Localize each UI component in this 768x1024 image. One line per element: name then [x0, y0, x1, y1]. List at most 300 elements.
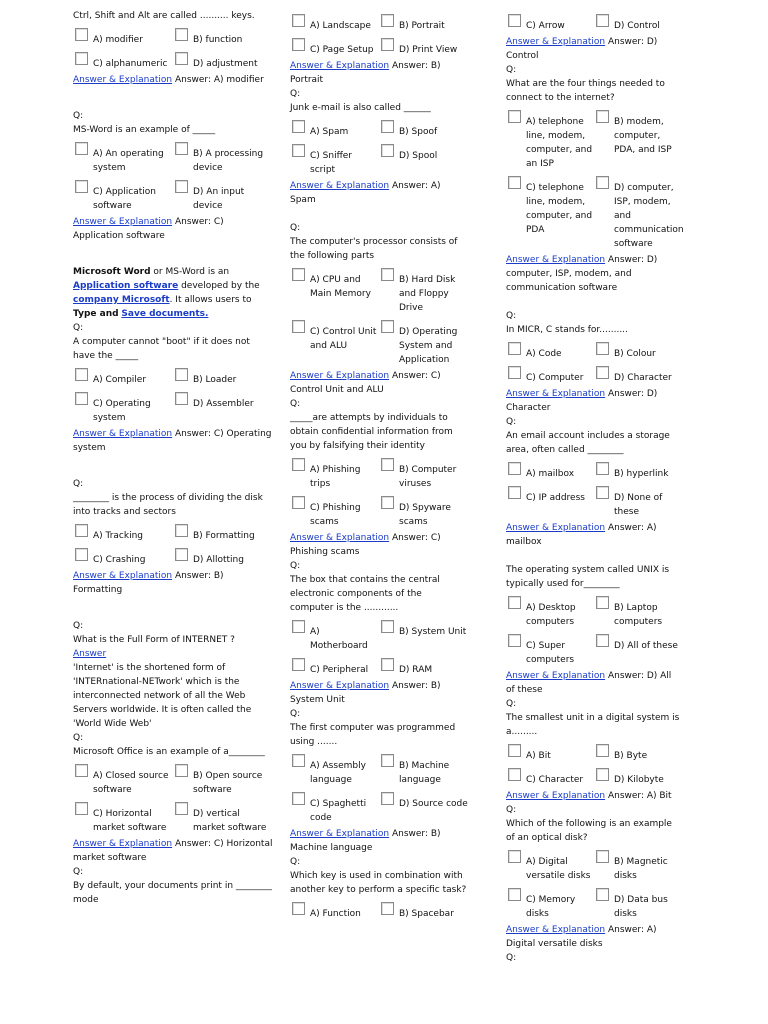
- option-label: A) Assembly language: [310, 761, 366, 785]
- options-group: [290, 11, 468, 59]
- options-group: [290, 117, 468, 179]
- answer-option[interactable]: [290, 655, 379, 679]
- correct-answer: Answer: C) Operating system: [73, 429, 272, 453]
- options-group: [73, 25, 273, 73]
- question-text: An email account includes a storage area, often called ________: [506, 431, 670, 455]
- question-block: [506, 563, 682, 697]
- answer-option[interactable]: [506, 459, 594, 483]
- options-group: [506, 339, 682, 387]
- answer-option[interactable]: [173, 389, 273, 427]
- option-checkbox[interactable]: [175, 28, 188, 41]
- option-checkbox[interactable]: [175, 548, 188, 561]
- correct-answer: Answer: A) modifier: [174, 75, 264, 85]
- answer-option[interactable]: [594, 459, 682, 483]
- answer-option[interactable]: [290, 141, 379, 179]
- answer-option[interactable]: [290, 117, 379, 141]
- option-label: D) Character: [614, 373, 672, 383]
- option-label: A) An operating system: [93, 149, 164, 173]
- option-checkbox[interactable]: [508, 462, 521, 475]
- save-documents-link[interactable]: Save documents.: [121, 309, 209, 319]
- spacer: [506, 295, 682, 309]
- option-checkbox[interactable]: [175, 392, 188, 405]
- option-checkbox[interactable]: [381, 120, 394, 133]
- answer-explanation-link[interactable]: Answer & Explanation: [290, 829, 390, 839]
- option-label: C) Arrow: [526, 21, 565, 31]
- option-checkbox[interactable]: [508, 176, 521, 189]
- answer-option[interactable]: [173, 545, 273, 569]
- answer-option[interactable]: [594, 483, 682, 521]
- answer-option[interactable]: [379, 265, 468, 317]
- option-label: A) Bit: [526, 751, 551, 761]
- answer-explanation-link[interactable]: Answer & Explanation: [73, 429, 173, 439]
- question-label: Q:: [506, 699, 517, 709]
- question-label: Q:: [506, 805, 517, 815]
- option-label: C) Operating system: [93, 399, 151, 423]
- option-checkbox[interactable]: [75, 802, 88, 815]
- option-checkbox[interactable]: [508, 14, 521, 27]
- answer-explanation-link[interactable]: Answer & Explanation: [73, 217, 173, 227]
- answer-option[interactable]: [73, 521, 173, 545]
- question-text: Ctrl, Shift and Alt are called .......... keys.: [73, 11, 255, 21]
- answer-option[interactable]: [173, 25, 273, 49]
- answer-option[interactable]: [290, 455, 379, 493]
- answer-row: [506, 669, 682, 697]
- question-label: Q:: [73, 867, 84, 877]
- answer-explanation-link[interactable]: Answer & Explanation: [506, 389, 606, 399]
- options-group: [290, 265, 468, 369]
- spacer: [506, 549, 682, 563]
- correct-answer: Answer: A) Bit: [607, 791, 672, 801]
- question-label: Q:: [73, 479, 84, 489]
- answer-explanation-link[interactable]: Answer & Explanation: [290, 533, 390, 543]
- answer-option[interactable]: [73, 139, 173, 177]
- option-label: C) Sniffer script: [310, 151, 353, 175]
- option-checkbox[interactable]: [596, 486, 609, 499]
- option-label: B) Magnetic disks: [614, 857, 668, 881]
- option-checkbox[interactable]: [381, 268, 394, 281]
- answer-explanation-link[interactable]: Answer & Explanation: [506, 791, 606, 801]
- answer-option[interactable]: [594, 107, 682, 173]
- option-checkbox[interactable]: [292, 792, 305, 805]
- option-checkbox[interactable]: [508, 110, 521, 123]
- answer-explanation-link[interactable]: Answer & Explanation: [506, 255, 606, 265]
- option-label: C) Super computers: [526, 641, 575, 665]
- option-checkbox[interactable]: [292, 144, 305, 157]
- answer-option[interactable]: [594, 847, 682, 885]
- correct-answer: Answer: D) Control: [506, 37, 658, 61]
- question-text: Microsoft Office is an example of a________: [73, 747, 265, 757]
- option-checkbox[interactable]: [596, 634, 609, 647]
- option-checkbox[interactable]: [381, 496, 394, 509]
- answer-explanation-link[interactable]: Answer & Explanation: [73, 571, 173, 581]
- option-checkbox[interactable]: [596, 850, 609, 863]
- correct-answer: Answer: B) System Unit: [290, 681, 441, 705]
- application-software-link[interactable]: Application software: [73, 281, 179, 291]
- answer-explanation-link[interactable]: Answer & Explanation: [506, 523, 606, 533]
- option-checkbox[interactable]: [292, 496, 305, 509]
- option-checkbox[interactable]: [292, 620, 305, 633]
- answer-option[interactable]: [290, 617, 379, 655]
- option-checkbox[interactable]: [75, 52, 88, 65]
- option-label: D) Spool: [399, 151, 438, 161]
- option-label: A) Desktop computers: [526, 603, 576, 627]
- option-checkbox[interactable]: [596, 110, 609, 123]
- option-checkbox[interactable]: [292, 268, 305, 281]
- answer-option[interactable]: [290, 35, 379, 59]
- answer-link[interactable]: Answer: [73, 649, 107, 659]
- option-checkbox[interactable]: [75, 180, 88, 193]
- answer-option[interactable]: [290, 317, 379, 369]
- answer-option[interactable]: [594, 173, 682, 253]
- option-label: A) CPU and Main Memory: [310, 275, 371, 299]
- answer-row: [290, 369, 468, 397]
- answer-option[interactable]: [290, 751, 379, 789]
- answer-row: [290, 179, 468, 207]
- answer-row: [506, 35, 682, 63]
- answer-option[interactable]: [290, 11, 379, 35]
- option-checkbox[interactable]: [508, 486, 521, 499]
- answer-option[interactable]: [290, 265, 379, 317]
- option-checkbox[interactable]: [508, 888, 521, 901]
- option-label: C) Crashing: [93, 555, 146, 565]
- answer-option[interactable]: [73, 365, 173, 389]
- option-checkbox[interactable]: [175, 180, 188, 193]
- answer-explanation-link[interactable]: Answer & Explanation: [290, 61, 390, 71]
- answer-option[interactable]: [173, 177, 273, 215]
- answer-option[interactable]: [73, 177, 173, 215]
- question-label: Q:: [73, 323, 84, 333]
- answer-explanation-link[interactable]: Answer & Explanation: [506, 37, 606, 47]
- question-block: [506, 11, 682, 63]
- question-label: Q:: [290, 223, 301, 233]
- question-text: The smallest unit in a digital system is a.........: [506, 713, 680, 737]
- option-label: B) Machine language: [399, 761, 450, 785]
- answer-option[interactable]: [506, 741, 594, 765]
- answer-option[interactable]: [379, 141, 468, 179]
- option-label: B) Formatting: [193, 531, 255, 541]
- option-checkbox[interactable]: [381, 458, 394, 471]
- answer-option[interactable]: [173, 761, 273, 799]
- option-checkbox[interactable]: [292, 658, 305, 671]
- correct-answer: Answer: A) Spam: [290, 181, 441, 205]
- question-block: [73, 731, 273, 865]
- option-checkbox[interactable]: [508, 744, 521, 757]
- option-label: C) Peripheral: [310, 665, 369, 675]
- answer-option[interactable]: [73, 49, 173, 73]
- option-label: D) All of these: [614, 641, 678, 651]
- answer-option[interactable]: [290, 899, 379, 923]
- option-checkbox[interactable]: [292, 14, 305, 27]
- answer-option[interactable]: [506, 363, 594, 387]
- question-text: _____are attempts by individuals to obtain confidential information from you by falsifying their identity: [290, 413, 453, 451]
- option-checkbox[interactable]: [175, 142, 188, 155]
- correct-answer: Answer: A) Digital versatile disks: [506, 925, 657, 949]
- correct-answer: Answer: A) mailbox: [506, 523, 657, 547]
- options-group: [73, 521, 273, 569]
- options-group: [506, 847, 682, 923]
- option-checkbox[interactable]: [508, 342, 521, 355]
- option-checkbox[interactable]: [381, 754, 394, 767]
- options-group: [290, 899, 468, 923]
- answer-option[interactable]: [379, 35, 468, 59]
- answer-explanation-link[interactable]: Answer & Explanation: [506, 671, 606, 681]
- option-label: C) Character: [526, 775, 584, 785]
- answer-option[interactable]: [73, 761, 173, 799]
- options-group: [506, 741, 682, 789]
- option-label: B) Hard Disk and Floppy Drive: [399, 275, 456, 313]
- column-right: [506, 9, 682, 965]
- option-label: B) Spoof: [399, 127, 438, 137]
- option-checkbox[interactable]: [292, 902, 305, 915]
- option-checkbox[interactable]: [75, 142, 88, 155]
- answer-option[interactable]: [594, 885, 682, 923]
- option-checkbox[interactable]: [75, 392, 88, 405]
- answer-option[interactable]: [506, 631, 594, 669]
- option-checkbox[interactable]: [175, 368, 188, 381]
- options-group: [290, 751, 468, 827]
- option-label: A) mailbox: [526, 469, 575, 479]
- answer-row: [506, 387, 682, 415]
- option-checkbox[interactable]: [175, 524, 188, 537]
- option-checkbox[interactable]: [75, 368, 88, 381]
- question-label: Q:: [73, 733, 84, 743]
- options-group: [73, 761, 273, 837]
- answer-row: [290, 827, 468, 855]
- answer-explanation-link[interactable]: Answer & Explanation: [73, 75, 173, 85]
- option-checkbox[interactable]: [381, 14, 394, 27]
- company-microsoft-link[interactable]: company Microsoft: [73, 295, 170, 305]
- answer-option[interactable]: [379, 493, 468, 531]
- answer-row: [290, 679, 468, 707]
- answer-option[interactable]: [173, 49, 273, 73]
- option-label: B) modem, computer, PDA, and ISP: [614, 117, 672, 155]
- correct-answer: Answer: D) Character: [506, 389, 658, 413]
- question-block: [290, 87, 468, 207]
- correct-answer: Answer: B) Portrait: [290, 61, 441, 85]
- option-label: D) vertical market software: [193, 809, 267, 833]
- option-checkbox[interactable]: [292, 120, 305, 133]
- option-checkbox[interactable]: [596, 366, 609, 379]
- option-checkbox[interactable]: [381, 902, 394, 915]
- question-text: Junk e-mail is also called ______: [290, 103, 431, 113]
- question-label: Q:: [506, 417, 517, 427]
- answer-row: [506, 923, 682, 951]
- answer-option[interactable]: [506, 765, 594, 789]
- option-checkbox[interactable]: [175, 52, 188, 65]
- question-label: Q:: [506, 65, 517, 75]
- options-group: [73, 365, 273, 427]
- option-label: B) hyperlink: [614, 469, 669, 479]
- question-text: Which of the following is an example of an optical disk?: [506, 819, 672, 843]
- option-checkbox[interactable]: [75, 764, 88, 777]
- question-block: [506, 951, 682, 965]
- answer-row: [506, 253, 682, 295]
- answer-option[interactable]: [379, 617, 468, 655]
- answer-option[interactable]: [379, 455, 468, 493]
- answer-option[interactable]: [173, 521, 273, 545]
- answer-option[interactable]: [594, 363, 682, 387]
- question-block: [290, 397, 468, 559]
- answer-explanation-link[interactable]: Answer & Explanation: [290, 681, 390, 691]
- question-text: Which key is used in combination with another key to perform a specific task?: [290, 871, 467, 895]
- answer-option[interactable]: [379, 899, 468, 923]
- answer-option[interactable]: [173, 799, 273, 837]
- option-label: A) Tracking: [93, 531, 143, 541]
- option-checkbox[interactable]: [381, 620, 394, 633]
- option-checkbox[interactable]: [381, 320, 394, 333]
- answer-option[interactable]: [379, 11, 468, 35]
- option-checkbox[interactable]: [596, 596, 609, 609]
- option-checkbox[interactable]: [292, 38, 305, 51]
- question-text: MS-Word is an example of _____: [73, 125, 216, 135]
- answer-explanation-link[interactable]: Answer & Explanation: [506, 925, 606, 935]
- answer-option[interactable]: [594, 593, 682, 631]
- option-label: D) Operating System and Application: [399, 327, 458, 365]
- answer-option[interactable]: [506, 339, 594, 363]
- option-checkbox[interactable]: [381, 792, 394, 805]
- option-checkbox[interactable]: [175, 802, 188, 815]
- correct-answer: Answer: D) All of these: [506, 671, 672, 695]
- option-checkbox[interactable]: [596, 14, 609, 27]
- answer-option[interactable]: [173, 365, 273, 389]
- option-label: D) Allotting: [193, 555, 244, 565]
- answer-option[interactable]: [73, 25, 173, 49]
- spacer: [73, 243, 273, 265]
- question-block: [73, 9, 273, 87]
- option-checkbox[interactable]: [75, 28, 88, 41]
- option-label: A) telephone line, modem, computer, and an ISP: [526, 117, 593, 169]
- option-checkbox[interactable]: [508, 768, 521, 781]
- question-block: [290, 11, 468, 87]
- question-block: [506, 697, 682, 803]
- spacer: [73, 455, 273, 477]
- answer-option[interactable]: [594, 765, 682, 789]
- answer-option[interactable]: [173, 139, 273, 177]
- question-label: Q:: [506, 311, 517, 321]
- option-checkbox[interactable]: [381, 38, 394, 51]
- option-label: A) modifier: [93, 35, 143, 45]
- answer-option[interactable]: [594, 11, 682, 35]
- answer-option[interactable]: [506, 483, 594, 521]
- question-text: By default, your documents print in ________ mode: [73, 881, 272, 905]
- question-text: The operating system called UNIX is typically used for________: [506, 565, 670, 589]
- option-checkbox[interactable]: [292, 320, 305, 333]
- option-checkbox[interactable]: [596, 744, 609, 757]
- option-label: B) A processing device: [193, 149, 264, 173]
- option-label: B) Portrait: [399, 21, 445, 31]
- question-label: Q:: [290, 709, 301, 719]
- options-group: [506, 459, 682, 521]
- info-text: . It allows users to: [169, 295, 252, 305]
- option-checkbox[interactable]: [292, 458, 305, 471]
- option-label: A) Spam: [310, 127, 349, 137]
- answer-explanation-link[interactable]: Answer & Explanation: [290, 181, 390, 191]
- option-checkbox[interactable]: [508, 850, 521, 863]
- answer-explanation-link[interactable]: Answer & Explanation: [73, 839, 173, 849]
- answer-row: [73, 73, 273, 87]
- answer-explanation-link[interactable]: Answer & Explanation: [290, 371, 390, 381]
- option-label: A) Closed source software: [93, 771, 169, 795]
- question-block: [73, 109, 273, 243]
- option-label: A) Compiler: [93, 375, 147, 385]
- question-label: Q:: [290, 857, 301, 867]
- option-checkbox[interactable]: [508, 596, 521, 609]
- answer-option[interactable]: [73, 389, 173, 427]
- option-checkbox[interactable]: [596, 768, 609, 781]
- answer-option[interactable]: [379, 789, 468, 827]
- column-left: [73, 9, 273, 907]
- option-checkbox[interactable]: [596, 462, 609, 475]
- answer-option[interactable]: [506, 107, 594, 173]
- answer-option[interactable]: [290, 789, 379, 827]
- options-group: [506, 11, 682, 35]
- option-checkbox[interactable]: [292, 754, 305, 767]
- answer-option[interactable]: [290, 493, 379, 531]
- option-checkbox[interactable]: [596, 342, 609, 355]
- answer-option[interactable]: [379, 317, 468, 369]
- option-checkbox[interactable]: [75, 524, 88, 537]
- answer-option[interactable]: [506, 885, 594, 923]
- correct-answer: Answer: C) Horizontal market software: [73, 839, 273, 863]
- answer-option[interactable]: [379, 655, 468, 679]
- answer-option[interactable]: [594, 741, 682, 765]
- option-label: C) Application software: [93, 187, 156, 211]
- answer-explanation: 'Internet' is the shortened form of 'INTERnational-NETwork' which is the interconnected network of all the Web Servers worldwide. It is often called the 'World Wide Web': [73, 663, 252, 729]
- option-label: C) Phishing scams: [310, 503, 361, 527]
- option-checkbox[interactable]: [508, 366, 521, 379]
- correct-answer: Answer: B) Machine language: [290, 829, 441, 853]
- option-label: B) Open source software: [193, 771, 263, 795]
- question-block: [73, 619, 273, 731]
- question-label: Q:: [73, 621, 84, 631]
- option-checkbox[interactable]: [75, 548, 88, 561]
- option-label: D) Spyware scams: [399, 503, 451, 527]
- option-label: D) Kilobyte: [614, 775, 664, 785]
- question-text: The first computer was programmed using .......: [290, 723, 456, 747]
- question-label: Q:: [290, 89, 301, 99]
- option-checkbox[interactable]: [596, 176, 609, 189]
- answer-option[interactable]: [506, 173, 594, 253]
- answer-option[interactable]: [379, 117, 468, 141]
- question-block: [506, 415, 682, 549]
- option-checkbox[interactable]: [381, 658, 394, 671]
- question-block: [506, 309, 682, 415]
- option-label: C) alphanumeric: [93, 59, 168, 69]
- answer-option[interactable]: [73, 799, 173, 837]
- correct-answer: Answer: C) Phishing scams: [290, 533, 441, 557]
- option-label: A) Function: [310, 909, 361, 919]
- option-checkbox[interactable]: [508, 634, 521, 647]
- option-checkbox[interactable]: [596, 888, 609, 901]
- answer-option[interactable]: [73, 545, 173, 569]
- answer-option[interactable]: [379, 751, 468, 789]
- question-label: Q:: [73, 111, 84, 121]
- answer-option[interactable]: [506, 11, 594, 35]
- answer-option[interactable]: [594, 631, 682, 669]
- spacer: [73, 597, 273, 619]
- option-label: C) IP address: [526, 493, 585, 503]
- option-checkbox[interactable]: [175, 764, 188, 777]
- answer-option[interactable]: [506, 593, 594, 631]
- option-label: B) System Unit: [399, 627, 467, 637]
- option-label: C) Spaghetti code: [310, 799, 367, 823]
- question-label: Q:: [506, 953, 517, 963]
- answer-option[interactable]: [594, 339, 682, 363]
- answer-option[interactable]: [506, 847, 594, 885]
- answer-row: [73, 427, 273, 455]
- option-checkbox[interactable]: [381, 144, 394, 157]
- option-label: D) RAM: [399, 665, 433, 675]
